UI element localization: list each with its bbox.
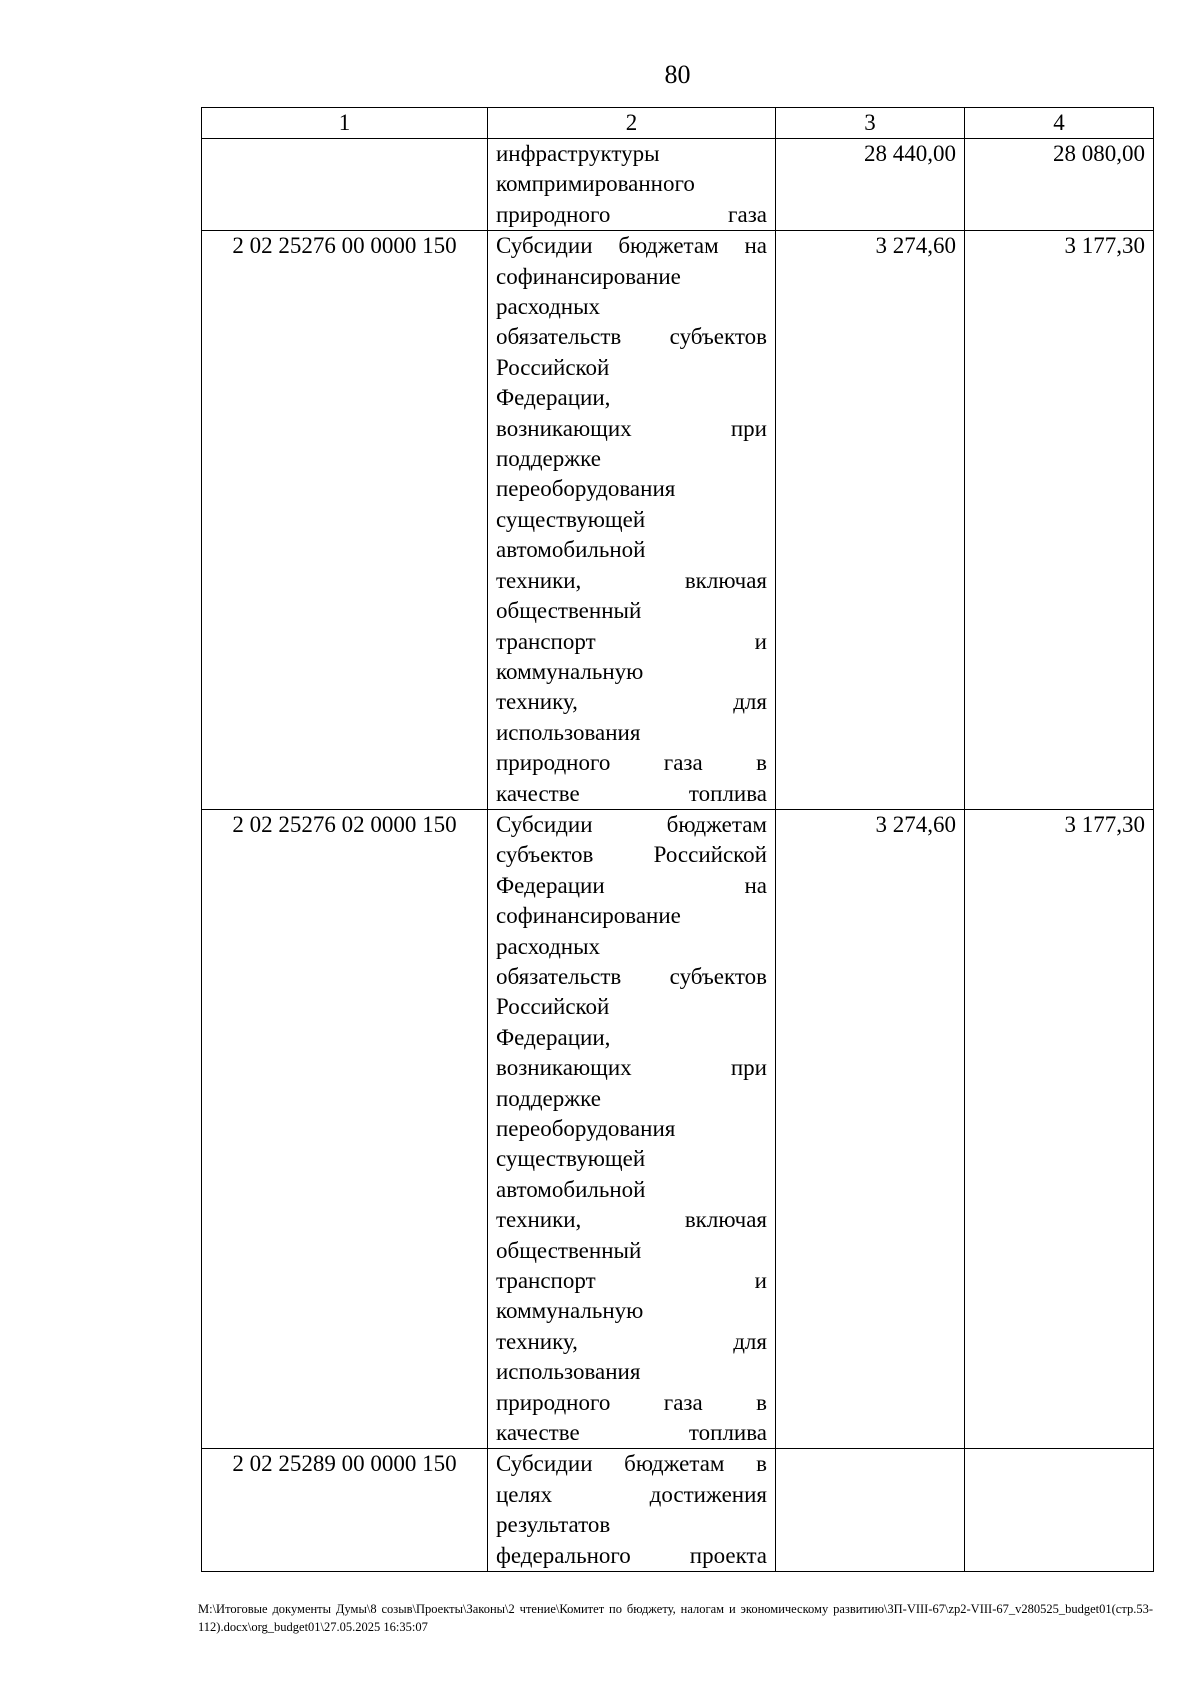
page-number: 80	[664, 60, 691, 89]
description-line: коммунальную	[496, 1298, 644, 1324]
description-line: качестве топлива	[496, 780, 767, 806]
description-line: природного газа в	[496, 1389, 767, 1415]
table-header-row	[202, 108, 1154, 139]
description-line: коммунальную	[496, 658, 644, 684]
budget-description	[488, 1449, 776, 1572]
description-line: природного газа в	[496, 750, 767, 776]
header-col-3: 3	[776, 108, 965, 139]
description-line: результатов	[496, 1512, 611, 1538]
budget-description	[488, 231, 776, 810]
amount-col-4: 28 080,00	[965, 139, 1154, 231]
description-line: использования	[496, 719, 641, 745]
description-line: автомобильной	[496, 537, 646, 563]
description-line: федерального проекта	[496, 1542, 767, 1568]
description-line: инфраструктуры	[496, 141, 660, 166]
description-line: поддержке	[496, 446, 601, 472]
description-line: расходных	[496, 933, 601, 959]
description-line: возникающих при	[496, 1055, 767, 1081]
description-line: возникающих при	[496, 415, 767, 441]
header-col-4: 4	[965, 108, 1154, 139]
description-line: существующей	[496, 1146, 646, 1172]
description-line: софинансирование	[496, 903, 681, 929]
description-line: переоборудования	[496, 476, 676, 502]
description-line: обязательств субъектов	[496, 963, 767, 989]
description-line: качестве топлива	[496, 1420, 767, 1446]
description-line: субъектов Российской	[496, 842, 767, 868]
description-line: Российской	[496, 354, 610, 380]
table-row	[202, 139, 1154, 231]
table-row	[202, 231, 1154, 810]
description-line: существующей	[496, 506, 646, 532]
table-row	[202, 809, 1154, 1449]
description-line: технику, для	[496, 689, 767, 715]
amount-col-3	[776, 1449, 965, 1572]
budget-table	[201, 107, 1154, 1572]
description-line: Федерации на	[496, 872, 767, 898]
description-line: транспорт и	[496, 1268, 767, 1294]
description-line: использования	[496, 1359, 641, 1385]
description-line: транспорт и	[496, 628, 767, 654]
amount-col-4: 3 177,30	[965, 809, 1154, 1449]
amount-col-3: 28 440,00	[776, 139, 965, 231]
description-line: природного газа	[496, 201, 767, 227]
budget-description	[488, 809, 776, 1449]
table-row	[202, 1449, 1154, 1572]
file-path-footer: М:\Итоговые документы Думы\8 созыв\Проекты\Законы\2 чтение\Комитет по бюджету, налогам и экономическому развитию\3П-VIII-67\zp2-VIII-67_v280525_budget01(стр.53-112).docx\org_budget01\27.05.2025 16:35:07	[198, 1602, 1153, 1634]
description-line: техники, включая	[496, 1207, 767, 1233]
amount-col-4: 3 177,30	[965, 231, 1154, 810]
amount-col-4	[965, 1449, 1154, 1572]
budget-code: 2 02 25289 00 0000 150	[202, 1449, 488, 1572]
header-col-1: 1	[202, 108, 488, 139]
description-line: переоборудования	[496, 1116, 676, 1141]
budget-code: 2 02 25276 00 0000 150	[202, 231, 488, 810]
description-line: общественный	[496, 598, 642, 624]
description-line: Российской	[496, 994, 610, 1020]
description-line: технику, для	[496, 1328, 767, 1354]
amount-col-3: 3 274,60	[776, 231, 965, 810]
description-line: Субсидии бюджетам в	[496, 1451, 767, 1477]
description-line: компримированного	[496, 171, 695, 197]
description-line: автомобильной	[496, 1176, 646, 1202]
description-line: Федерации,	[496, 1024, 611, 1050]
description-line: расходных	[496, 294, 601, 320]
description-line: общественный	[496, 1237, 642, 1263]
description-line: техники, включая	[496, 567, 767, 593]
description-line: софинансирование	[496, 263, 681, 289]
budget-code	[202, 139, 488, 231]
budget-code: 2 02 25276 02 0000 150	[202, 809, 488, 1449]
amount-col-3: 3 274,60	[776, 809, 965, 1449]
budget-description	[488, 139, 776, 231]
description-line: поддержке	[496, 1085, 601, 1111]
description-line: целях достижения	[496, 1481, 767, 1507]
description-line: Субсидии бюджетам	[496, 811, 767, 837]
description-line: Федерации,	[496, 385, 611, 411]
description-line: обязательств субъектов	[496, 324, 767, 350]
header-col-2: 2	[488, 108, 776, 139]
description-line: Субсидии бюджетам на	[496, 233, 767, 259]
